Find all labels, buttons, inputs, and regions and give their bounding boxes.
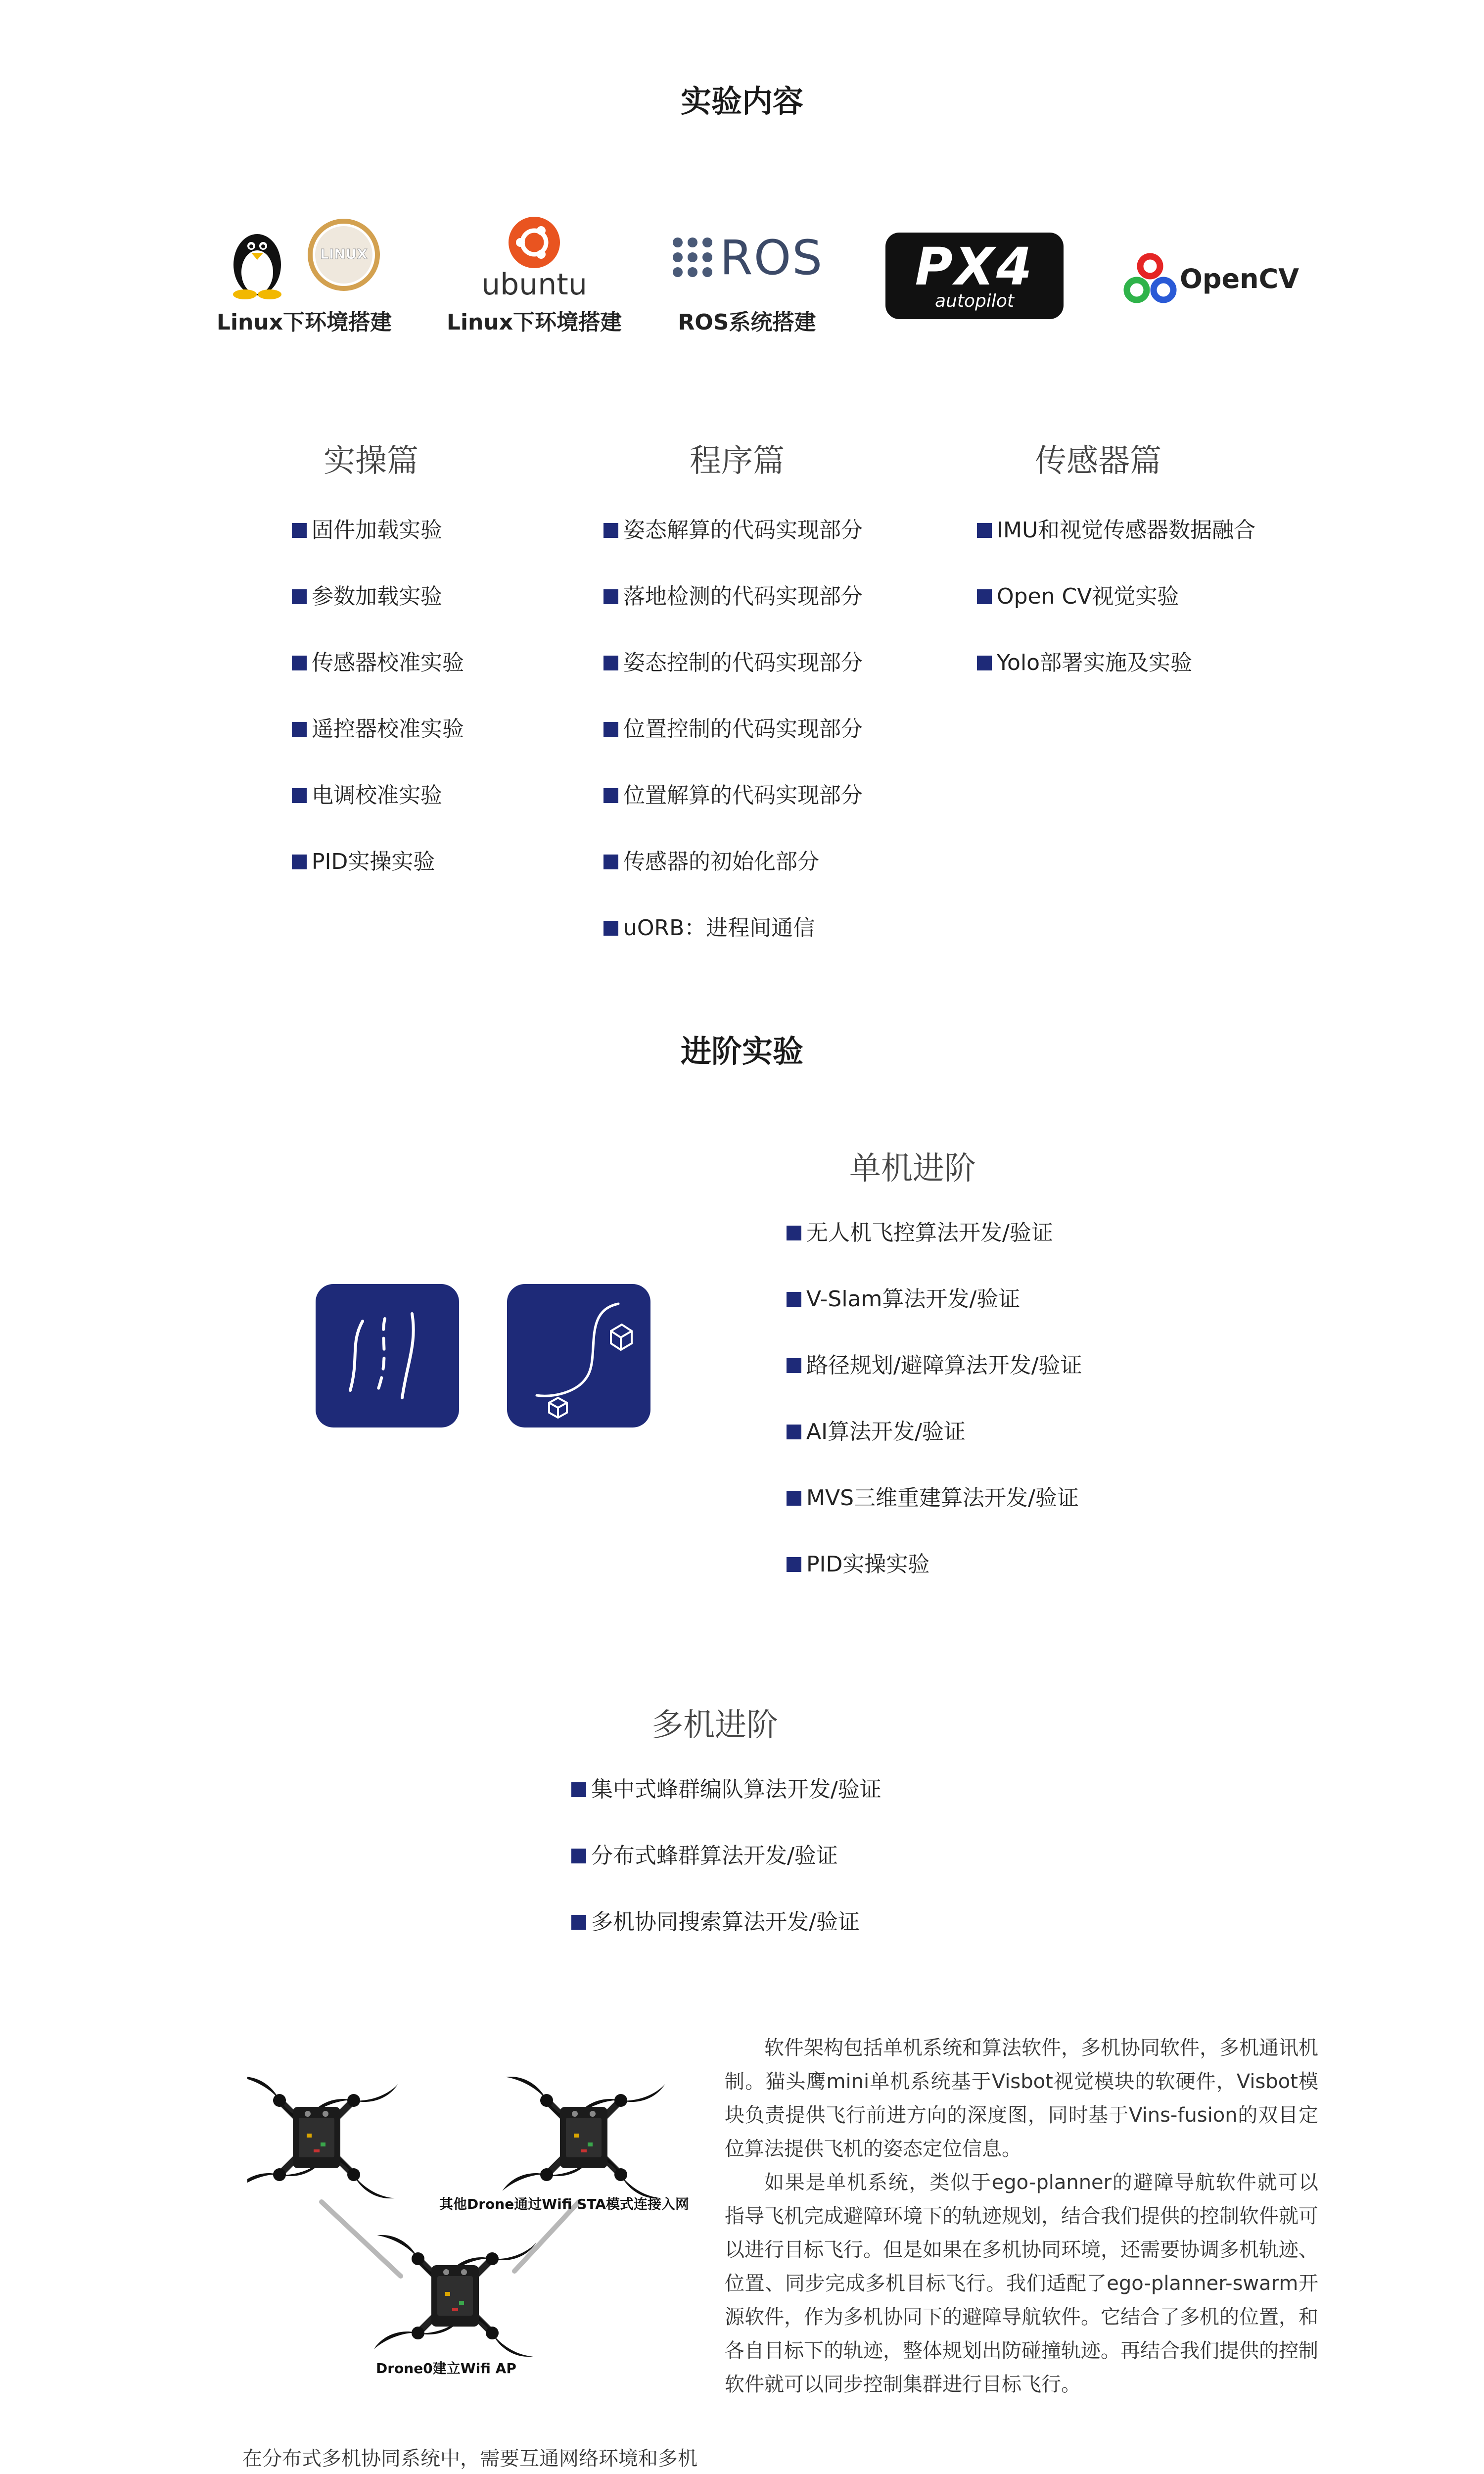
square-bullet-icon	[603, 589, 618, 604]
ros-logo	[670, 230, 829, 285]
caption-wifi-sta: 其他Drone通过Wifi STA模式连接入网	[439, 2196, 689, 2212]
column-heading-program: 程序篇	[690, 443, 785, 479]
px4-wordmark: PX4	[915, 237, 1034, 297]
square-bullet-icon	[292, 722, 307, 737]
list-item: 固件加载实验	[292, 515, 464, 581]
list-item: 多机协同搜索算法开发/验证	[571, 1906, 881, 1973]
logo-label-linux: Linux下环境搭建	[216, 310, 392, 335]
heading-multi-drone: 多机进阶	[651, 1707, 778, 1744]
square-bullet-icon	[292, 523, 307, 538]
sensor-list	[977, 515, 1255, 714]
multi-drone-list	[571, 1774, 881, 1973]
path-planning-icon	[507, 1284, 650, 1427]
list-item: uORB：进程间通信	[603, 912, 863, 979]
practice-list	[292, 515, 464, 912]
distributed-network-paragraph: 在分布式多机协同系统中，需要互通网络环境和多机	[242, 2447, 697, 2470]
list-item: 落地检测的代码实现部分	[603, 581, 863, 647]
single-drone-list	[787, 1217, 1082, 1615]
px4-logo	[885, 233, 1064, 319]
square-bullet-icon	[292, 656, 307, 670]
list-item: 位置控制的代码实现部分	[603, 714, 863, 780]
logo-label-ros: ROS系统搭建	[678, 310, 816, 335]
square-bullet-icon	[292, 855, 307, 869]
square-bullet-icon	[292, 788, 307, 803]
ubuntu-logo	[475, 215, 594, 302]
square-bullet-icon	[977, 656, 992, 670]
opencv-rings-icon	[1123, 252, 1177, 307]
drone-icon	[247, 2072, 401, 2203]
wifi-ap-diagram	[247, 2068, 702, 2385]
square-bullet-icon	[787, 1358, 801, 1373]
drone-icon	[371, 2230, 539, 2362]
heading-single-drone: 单机进阶	[849, 1150, 976, 1187]
square-bullet-icon	[787, 1491, 801, 1506]
square-bullet-icon	[787, 1425, 801, 1439]
list-item: 无人机飞控算法开发/验证	[787, 1217, 1082, 1284]
section-title-experiment: 实验内容	[680, 83, 803, 119]
program-list	[603, 515, 863, 979]
connection-line	[322, 2202, 401, 2276]
square-bullet-icon	[603, 855, 618, 869]
road-lines-icon	[316, 1284, 459, 1427]
list-item: MVS三维重建算法开发/验证	[787, 1482, 1082, 1549]
list-item: 电调校准实验	[292, 780, 464, 846]
square-bullet-icon	[603, 788, 618, 803]
square-bullet-icon	[603, 656, 618, 670]
square-bullet-icon	[571, 1849, 586, 1863]
software-architecture-paragraph: 软件架构包括单机系统和算法软件，多机协同软件，多机通讯机制。猫头鹰mini单机系统基于Visbot视觉模块的软硬件，Visbot模块负责提供飞行前进方向的深度图，同时基于Vins-fusion的双目定位算法提供飞机的姿态定位信息。 如果是单机系统，类似于ego-planner的避障导航软件就可以指导飞机完成避障环境下的轨迹规划，结合我们提供的控制软件就可以进行目标飞行。但是如果在多机协同环境，还需要协调多机轨迹、位置、同步完成多机目标飞行。我们适配了ego-planner-swarm开源软件，作为多机协同下的避障导航软件。它结合了多机的位置，和各自目标下的轨迹，整体规划出防碰撞轨迹。再结合我们提供的控制软件就可以同步控制集群进行目标飞行。	[725, 2037, 1318, 2396]
square-bullet-icon	[977, 589, 992, 604]
list-item: 传感器校准实验	[292, 647, 464, 714]
list-item: PID实操实验	[292, 846, 464, 912]
column-heading-practice: 实操篇	[324, 443, 418, 479]
list-item: PID实操实验	[787, 1549, 1082, 1615]
opencv-wordmark: OpenCV	[1180, 263, 1299, 294]
list-item: 位置解算的代码实现部分	[603, 780, 863, 846]
list-item: 传感器的初始化部分	[603, 846, 863, 912]
list-item: 姿态控制的代码实现部分	[603, 647, 863, 714]
square-bullet-icon	[571, 1782, 586, 1797]
list-item: AI算法开发/验证	[787, 1416, 1082, 1482]
caption-wifi-ap: Drone0建立Wifi AP	[376, 2360, 516, 2377]
opencv-logo	[1123, 252, 1299, 307]
list-item: 姿态解算的代码实现部分	[603, 515, 863, 581]
square-bullet-icon	[603, 921, 618, 936]
list-item: V-Slam算法开发/验证	[787, 1284, 1082, 1350]
ubuntu-wordmark: ubuntu	[481, 267, 587, 302]
square-bullet-icon	[571, 1915, 586, 1930]
logo-label-ubuntu: Linux下环境搭建	[446, 310, 622, 335]
ubuntu-logo-icon	[475, 215, 594, 275]
ros-wordmark: ROS	[720, 230, 824, 285]
px4-sub-wordmark: autopilot	[934, 291, 1014, 311]
section-title-advanced: 进阶实验	[680, 1033, 803, 1069]
list-item: 参数加载实验	[292, 581, 464, 647]
linux-badge-text: LINUX	[320, 246, 368, 262]
list-item: 分布式蜂群算法开发/验证	[571, 1840, 881, 1906]
list-item: Yolo部署实施及实验	[977, 647, 1255, 714]
drone-icon	[500, 2072, 667, 2203]
square-bullet-icon	[977, 523, 992, 538]
square-bullet-icon	[787, 1557, 801, 1572]
list-item: 遥控器校准实验	[292, 714, 464, 780]
square-bullet-icon	[603, 523, 618, 538]
list-item: Open CV视觉实验	[977, 581, 1255, 647]
square-bullet-icon	[292, 589, 307, 604]
square-bullet-icon	[603, 722, 618, 737]
ros-dots-icon	[670, 235, 715, 280]
column-heading-sensor: 传感器篇	[1035, 443, 1161, 479]
square-bullet-icon	[787, 1226, 801, 1240]
list-item: 集中式蜂群编队算法开发/验证	[571, 1774, 881, 1840]
list-item: IMU和视觉传感器数据融合	[977, 515, 1255, 581]
list-item: 路径规划/避障算法开发/验证	[787, 1350, 1082, 1416]
square-bullet-icon	[787, 1292, 801, 1307]
linux-logo	[223, 215, 386, 299]
